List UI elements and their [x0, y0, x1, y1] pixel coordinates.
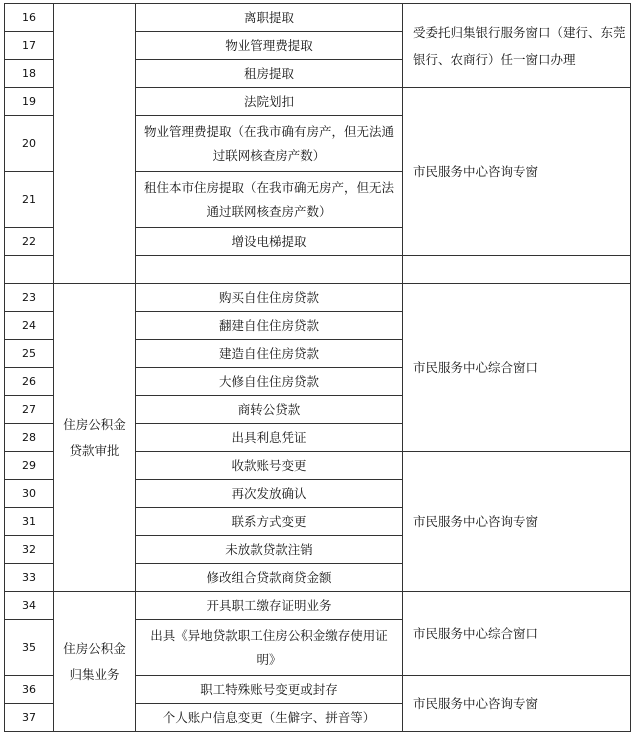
service-item: 法院划扣 — [136, 88, 403, 116]
row-number: 33 — [5, 564, 54, 592]
category-cell: 住房公积金归集业务 — [54, 592, 136, 732]
window-cell: 市民服务中心咨询专窗 — [403, 452, 631, 592]
row-number: 31 — [5, 508, 54, 536]
row-number: 20 — [5, 116, 54, 172]
service-item: 物业管理费提取 — [136, 32, 403, 60]
category-cell: 住房公积金贷款审批 — [54, 284, 136, 592]
empty-cell — [403, 256, 631, 284]
row-number: 25 — [5, 340, 54, 368]
service-item: 职工特殊账号变更或封存 — [136, 676, 403, 704]
row-number: 16 — [5, 4, 54, 32]
service-item: 租房提取 — [136, 60, 403, 88]
service-item: 建造自住住房贷款 — [136, 340, 403, 368]
service-item: 离职提取 — [136, 4, 403, 32]
service-item: 物业管理费提取（在我市确有房产，但无法通过联网核查房产数） — [136, 116, 403, 172]
service-item: 出具利息凭证 — [136, 424, 403, 452]
service-item: 翻建自住住房贷款 — [136, 312, 403, 340]
row-number: 26 — [5, 368, 54, 396]
service-item: 开具职工缴存证明业务 — [136, 592, 403, 620]
service-item: 再次发放确认 — [136, 480, 403, 508]
window-cell: 市民服务中心咨询专窗 — [403, 676, 631, 732]
row-number: 36 — [5, 676, 54, 704]
table-row — [5, 4, 631, 32]
row-number: 28 — [5, 424, 54, 452]
window-cell: 受委托归集银行服务窗口（建行、东莞银行、农商行）任一窗口办理 — [403, 4, 631, 88]
service-item: 大修自住住房贷款 — [136, 368, 403, 396]
service-item: 个人账户信息变更（生僻字、拼音等） — [136, 704, 403, 732]
row-number: 35 — [5, 620, 54, 676]
row-number: 21 — [5, 172, 54, 228]
row-number: 29 — [5, 452, 54, 480]
category-cell-empty — [54, 4, 136, 284]
service-item: 租住本市住房提取（在我市确无房产，但无法通过联网核查房产数） — [136, 172, 403, 228]
row-number: 37 — [5, 704, 54, 732]
service-item: 收款账号变更 — [136, 452, 403, 480]
row-number: 18 — [5, 60, 54, 88]
row-number: 27 — [5, 396, 54, 424]
row-number: 32 — [5, 536, 54, 564]
window-cell: 市民服务中心咨询专窗 — [403, 88, 631, 256]
row-number: 34 — [5, 592, 54, 620]
row-number: 30 — [5, 480, 54, 508]
service-items-table — [4, 3, 631, 732]
row-number: 24 — [5, 312, 54, 340]
service-item: 商转公贷款 — [136, 396, 403, 424]
empty-cell — [136, 256, 403, 284]
service-item: 购买自住住房贷款 — [136, 284, 403, 312]
service-item: 未放款贷款注销 — [136, 536, 403, 564]
table-row — [5, 284, 631, 312]
window-cell: 市民服务中心综合窗口 — [403, 592, 631, 676]
row-number: 23 — [5, 284, 54, 312]
service-item: 出具《异地贷款职工住房公积金缴存使用证明》 — [136, 620, 403, 676]
row-number: 17 — [5, 32, 54, 60]
table-row — [5, 592, 631, 620]
row-number: 19 — [5, 88, 54, 116]
service-item: 增设电梯提取 — [136, 228, 403, 256]
window-cell: 市民服务中心综合窗口 — [403, 284, 631, 452]
service-item: 修改组合贷款商贷金额 — [136, 564, 403, 592]
service-item: 联系方式变更 — [136, 508, 403, 536]
row-number: 22 — [5, 228, 54, 256]
empty-cell — [5, 256, 54, 284]
